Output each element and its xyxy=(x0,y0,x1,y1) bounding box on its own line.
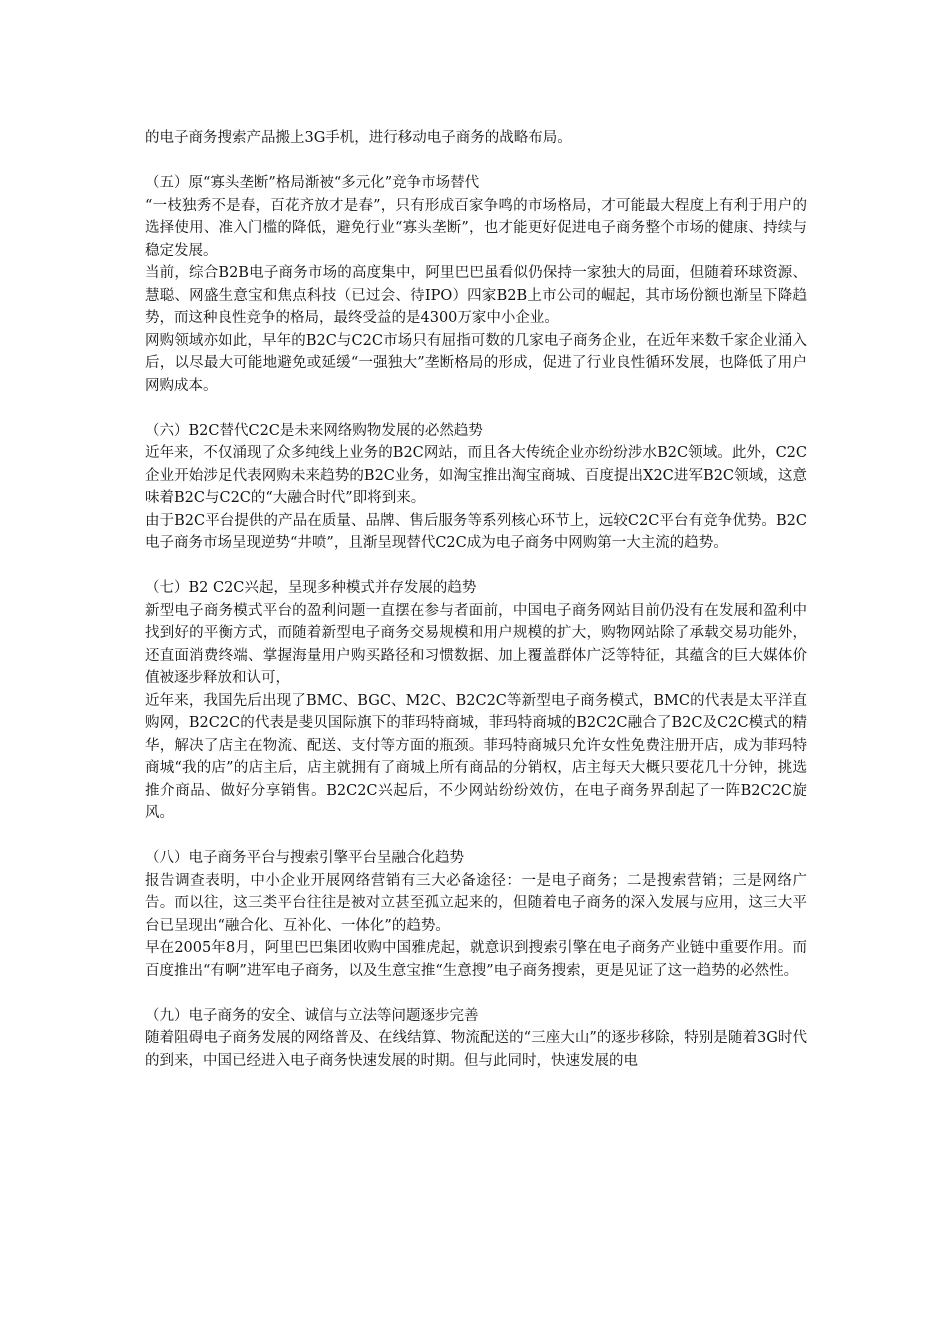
paragraph: “一枝独秀不是春，百花齐放才是春”，只有形成百家争鸣的市场格局，才可能最大程度上有利于用户的选择使用、准入门槛的降低，避免行业“寡头垄断”，也才能更好促进电子商务整个市场的健康、持续与稳定发展。 xyxy=(145,197,807,259)
section-6 xyxy=(145,420,807,555)
paragraph: 早在2005年8月，阿里巴巴集团收购中国雅虎起，就意识到搜索引擎在电子商务产业链中重要作用。而百度推出“有啊”进军电子商务，以及生意宝推“生意搜”电子商务搜索，更是见证了这一趋势的必然性。 xyxy=(145,940,807,979)
section-7 xyxy=(145,577,807,825)
section-heading: （七）B2 C2C兴起，呈现多种模式并存发展的趋势 xyxy=(145,580,477,596)
paragraph: 由于B2C平台提供的产品在质量、品牌、售后服务等系列核心环节上，远较C2C平台有竞争优势。B2C电子商务市场呈现逆势“井喷”，且渐呈现替代C2C成为电子商务中网购第一大主流的趋势。 xyxy=(145,512,807,551)
paragraph: 近年来，我国先后出现了BMC、BGC、M2C、B2C2C等新型电子商务模式，BMC的代表是太平洋直购网，B2C2C的代表是斐贝国际旗下的菲玛特商城，菲玛特商城的B2C2C融合了B2C及C2C模式的精华，解决了店主在物流、配送、支付等方面的瓶颈。菲玛特商城只允许女性免费注册开店，成为菲玛特商城“我的店”的店主后，店主就拥有了商城上所有商品的分销权，店主每天大概只要花几十分钟，挑选推介商品、做好分享销售。B2C2C兴起后，不少网站纷纷效仿，在电子商务界刮起了一阵B2C2C旋风。 xyxy=(145,692,807,821)
section-9 xyxy=(145,1005,807,1073)
section-heading: （六）B2C替代C2C是未来网络购物发展的必然趋势 xyxy=(145,422,483,439)
section-8 xyxy=(145,847,807,982)
paragraph: 近年来，不仅涌现了众多纯线上业务的B2C网站，而且各大传统企业亦纷纷涉水B2C领域。此外，C2C企业开始涉足代表网购未来趋势的B2C业务，如淘宝推出淘宝商城、百度提出X2C进军B2C领域，这意味着B2C与C2C的“大融合时代”即将到来。 xyxy=(145,445,807,506)
spacer xyxy=(145,825,807,848)
intro-paragraph: 的电子商务搜索产品搬上3G手机，进行移动电子商务的战略布局。 xyxy=(145,130,572,146)
spacer xyxy=(145,397,807,420)
paragraph: 随着阻碍电子商务发展的网络普及、在线结算、物流配送的“三座大山”的逐步移除，特别是随着3G时代的到来，中国已经进入电子商务快速发展的时期。但与此同时，快速发展的电 xyxy=(145,1030,807,1069)
paragraph: 报告调查表明，中小企业开展网络营销有三大必备途径：一是电子商务；二是搜索营销；三是网络广告。而以往，这三类平台往往是被对立甚至孤立起来的，但随着电子商务的深入发展与应用，这三大平台已呈现出“融合化、互补化、一体化”的趋势。 xyxy=(145,872,807,934)
spacer xyxy=(145,982,807,1005)
document-body xyxy=(145,127,807,1072)
section-5 xyxy=(145,172,807,397)
spacer xyxy=(145,555,807,578)
paragraph: 当前，综合B2B电子商务市场的高度集中，阿里巴巴虽看似仍保持一家独大的局面，但随着环球资源、慧聪、网盛生意宝和焦点科技（已过会、待IPO）四家B2B上市公司的崛起，其市场份额也渐呈下降趋势，而这种良性竞争的格局，最终受益的是4300万家中小企业。 xyxy=(145,265,807,326)
section-heading: （八）电子商务平台与搜索引擎平台呈融合化趋势 xyxy=(145,850,464,866)
paragraph: 网购领域亦如此，早年的B2C与C2C市场只有屈指可数的几家电子商务企业，在近年来数千家企业涌入后，以尽最大可能地避免或延缓“一强独大”垄断格局的形成，促进了行业良性循环发展，也降低了用户网购成本。 xyxy=(145,332,807,394)
spacer xyxy=(145,150,807,173)
section-heading: （五）原“寡头垄断”格局渐被“多元化”竞争市场替代 xyxy=(145,175,480,191)
paragraph: 新型电子商务模式平台的盈利问题一直摆在参与者面前，中国电子商务网站目前仍没有在发展和盈利中找到好的平衡方式，而随着新型电子商务交易规模和用户规模的扩大，购物网站除了承载交易功能外，还直面消费终端、掌握海量用户购买路径和习惯数据、加上覆盖群体广泛等特征，其蕴含的巨大媒体价值被逐步释放和认可， xyxy=(145,602,807,686)
section-heading: （九）电子商务的安全、诚信与立法等问题逐步完善 xyxy=(145,1007,479,1024)
